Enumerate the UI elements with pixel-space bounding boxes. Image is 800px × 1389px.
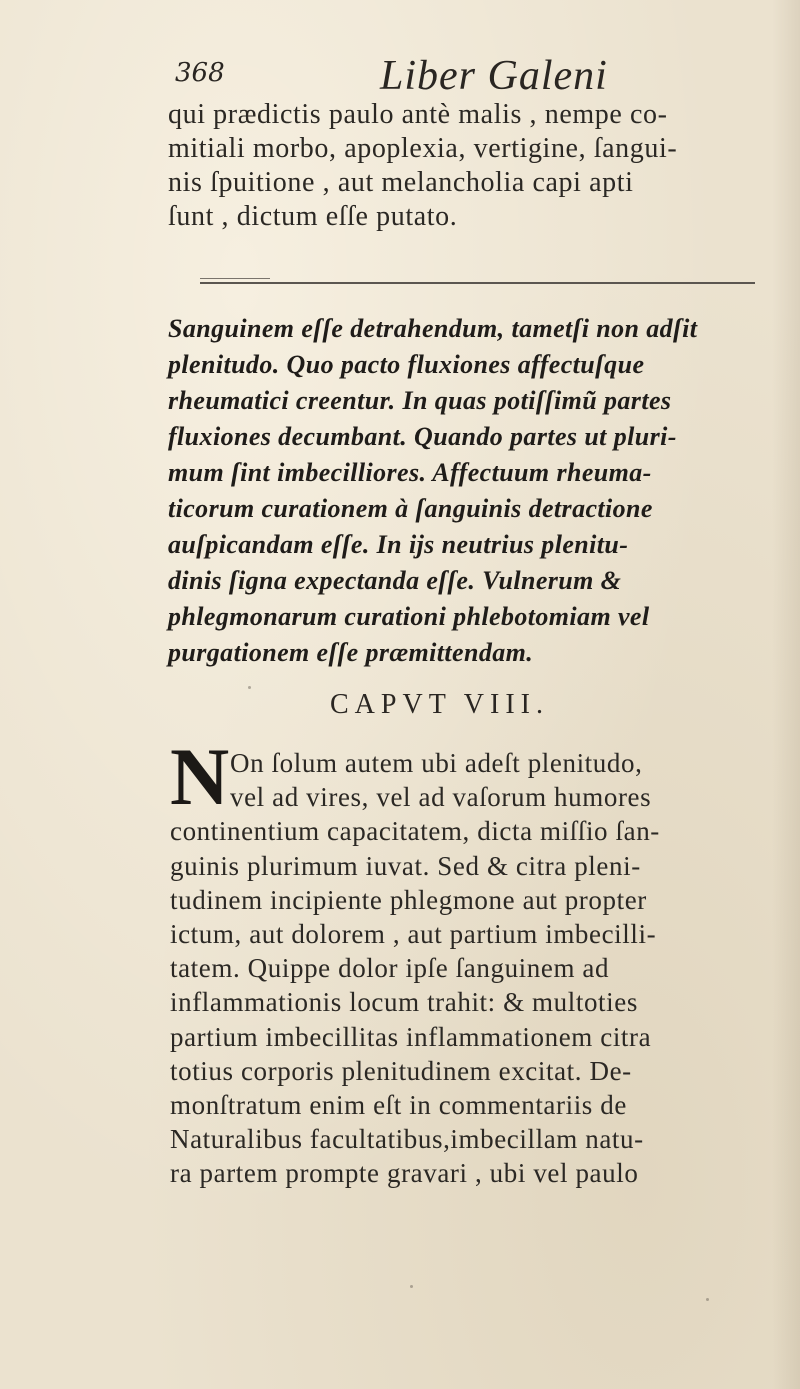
drop-cap: N <box>170 731 230 822</box>
paper-speck <box>248 686 251 689</box>
body-line: vel ad vires, vel ad vaſorum humores <box>230 782 652 813</box>
chapter-heading: CAPVT VIII. <box>330 689 549 720</box>
summary-line: mum ſint imbecilliores. Affectuum rheuma- <box>168 458 652 487</box>
body-line: Naturalibus facultatibus,imbecillam natu- <box>170 1124 644 1155</box>
body-line: On ſolum autem ubi adeſt plenitudo, <box>230 748 643 778</box>
body-line: ictum, aut dolorem , aut partium imbecilli- <box>170 918 657 949</box>
summary-line: ticorum curationem à ſanguinis detractione <box>168 494 653 523</box>
body-line: partium imbecillitas inflammationem citra <box>170 1021 652 1052</box>
chapter-summary <box>168 311 768 671</box>
chapter-body <box>170 746 770 1190</box>
body-line: totius corporis plenitudinem excitat. De- <box>170 1055 632 1086</box>
body-line: inflammationis locum trahit: & multoties <box>170 987 638 1018</box>
summary-line: phlegmonarum curationi phlebotomiam vel <box>168 602 650 631</box>
text-line: nis ſpuitione , aut melancholia capi apti <box>168 167 634 198</box>
page-header <box>175 52 615 102</box>
body-line: monſtratum enim eſt in commentariis de <box>170 1089 627 1120</box>
body-line: tudinem incipiente phlegmone aut propter <box>170 884 647 915</box>
summary-line: rheumatici creentur. In quas potiſſimũ partes <box>168 386 672 415</box>
text-line: qui prædictis paulo antè malis , nempe co- <box>168 99 668 130</box>
page-edge-shadow <box>772 0 800 1389</box>
opening-paragraph <box>168 98 768 234</box>
page-number: 368 <box>175 58 225 88</box>
body-line: ra partem prompte gravari , ubi vel paulo <box>170 1158 639 1189</box>
summary-line: dinis ſigna expectanda eſſe. Vulnerum & <box>168 566 622 595</box>
summary-line: purgationem eſſe præmittendam. <box>168 638 534 667</box>
summary-line: plenitudo. Quo pacto fluxiones affectuſque <box>168 350 645 379</box>
summary-line: auſpicandam eſſe. In ijs neutrius plenitu- <box>168 530 629 559</box>
section-divider <box>200 282 755 284</box>
running-title: Liber Galeni <box>380 53 608 99</box>
paper-speck <box>706 1298 709 1301</box>
text-line: ſunt , dictum eſſe putato. <box>168 201 458 232</box>
body-line: continentium capacitatem, dicta miſſio ſan- <box>170 816 660 847</box>
text-line: mitiali morbo, apoplexia, vertigine, ſangui- <box>168 133 678 164</box>
body-line: guinis plurimum iuvat. Sed & citra pleni- <box>170 850 641 881</box>
body-line: tatem. Quippe dolor ipſe ſanguinem ad <box>170 953 610 984</box>
summary-line: Sanguinem eſſe detrahendum, tametſi non adſit <box>168 314 698 343</box>
summary-line: fluxiones decumbant. Quando partes ut pluri- <box>168 422 677 451</box>
paper-speck <box>410 1285 413 1288</box>
